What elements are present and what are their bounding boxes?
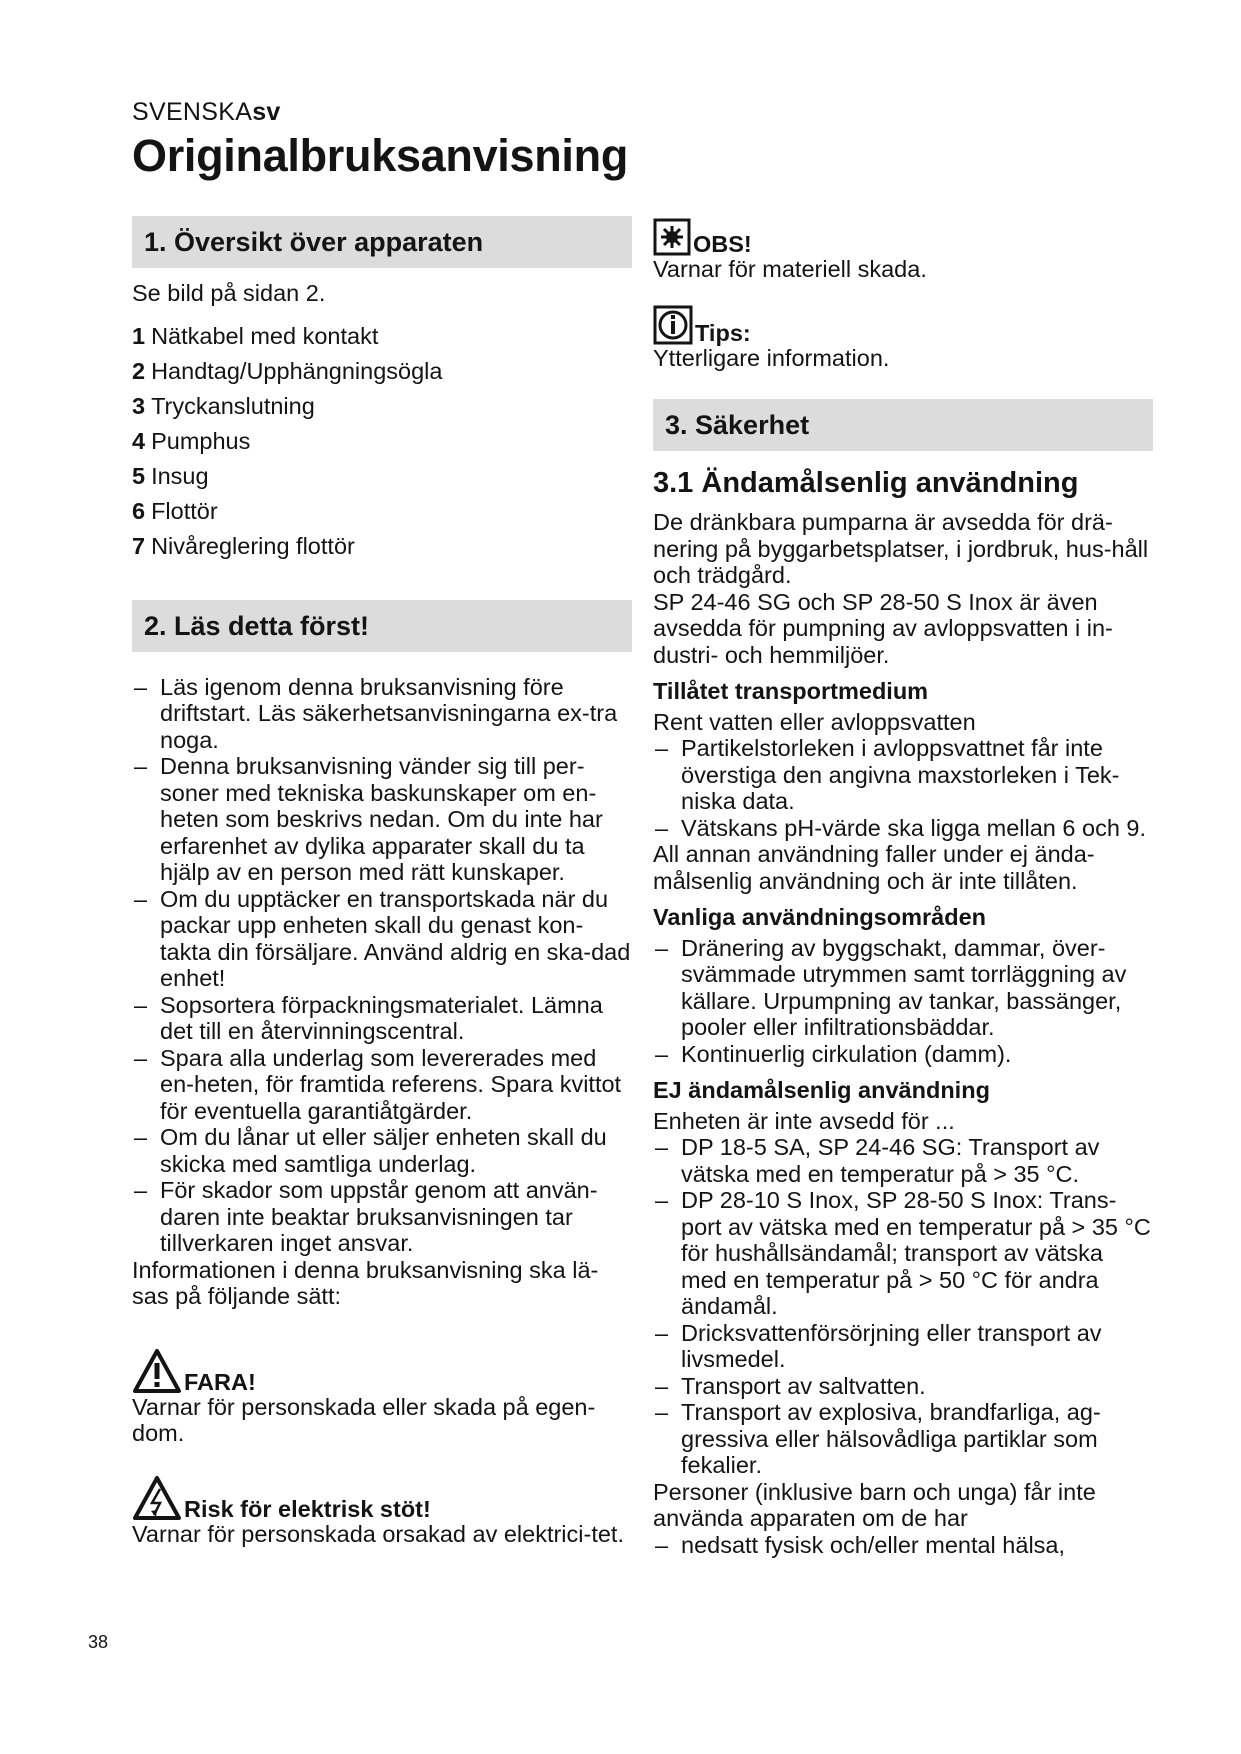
medium-intro: Rent vatten eller avloppsvatten — [653, 708, 976, 735]
list-item: 2 Handtag/Upphängningsögla — [132, 357, 443, 384]
section-2-outro: Informationen i denna bruksanvisning ska lä-sas på följande sätt: — [132, 1256, 599, 1309]
fara-text: Varnar för personskada eller skada på egen-dom. — [132, 1393, 596, 1446]
list-item: 4 Pumphus — [132, 427, 251, 454]
list-item: – Om du upptäcker en transportskada när du packar upp enheten skall du genast kon-takta din försäljare. Använd aldrig en ska-dad enhet! — [132, 886, 632, 992]
medium-outro: All annan användning faller under ej ända-målsenlig användning och är inte tillåten. — [653, 841, 1095, 894]
tips-row — [653, 303, 1153, 345]
list-item: – För skador som uppstår genom att använ-daren inte beaktar bruksanvisningen tar tillverkaren inget ansvar. — [132, 1177, 632, 1257]
list-item: – Transport av explosiva, brandfarliga, ag-gressiva eller hälsovådliga partiklar som fekalier. — [653, 1399, 1153, 1479]
list-item: 6 Flottör — [132, 497, 218, 524]
not-intended-list — [653, 1134, 1153, 1479]
purpose-paragraph-2: SP 24-46 SG och SP 28-50 S Inox är även avsedda för pumpning av avloppsvatten i in-dustri- och hemmiljöer. — [653, 588, 1113, 668]
electric-shock-warning-icon — [132, 1475, 182, 1521]
page-title: Originalbruksanvisning — [132, 130, 629, 181]
areas-heading: Vanliga användningsområden — [653, 904, 986, 930]
list-item: – Transport av saltvatten. — [653, 1373, 1153, 1400]
list-item: 7 Nivåreglering flottör — [132, 532, 355, 559]
list-item: – Dricksvattenförsörjning eller transport av livsmedel. — [653, 1320, 1153, 1373]
right-column — [653, 216, 1153, 1558]
language-label: SVENSKAsv — [132, 98, 281, 126]
persons-text: Personer (inklusive barn och unga) får inte använda apparaten om de har — [653, 1478, 1096, 1531]
read-first-list — [132, 674, 632, 1257]
section-3-heading: 3. Säkerhet — [653, 399, 1153, 451]
purpose-paragraph: De dränkbara pumparna är avsedda för drä-nering på byggarbetsplatser, i jordbruk, hus-håll och trädgård. — [653, 509, 1149, 588]
fara-label: FARA! — [184, 1368, 256, 1395]
electric-risk-text: Varnar för personskada orsakad av elektrici-tet. — [132, 1520, 624, 1547]
not-intended-heading: EJ ändamålsenlig användning — [653, 1077, 990, 1103]
list-item: – Dränering av byggschakt, dammar, över-svämmade utrymmen samt torrläggning av källare. Urpumpning av tankar, bassänger, pooler eller infiltrationsbäddar. — [653, 935, 1153, 1041]
list-item: – nedsatt fysisk och/eller mental hälsa, — [653, 1532, 1153, 1559]
areas-list — [653, 935, 1153, 1068]
page-number: 38 — [88, 1632, 109, 1652]
section-2-heading: 2. Läs detta först! — [132, 600, 632, 652]
list-item: 5 Insug — [132, 462, 209, 489]
obs-label: OBS! — [693, 231, 752, 257]
tips-text: Ytterligare information. — [653, 344, 890, 371]
list-item: 1 Nätkabel med kontakt — [132, 322, 379, 349]
electric-risk-row — [132, 1477, 632, 1521]
section-1-intro: Se bild på sidan 2. — [132, 280, 326, 306]
list-item: – Kontinuerlig cirkulation (damm). — [653, 1041, 1153, 1068]
list-item: – Läs igenom denna bruksanvisning före driftstart. Läs säkerhetsanvisningarna ex-tra noga. — [132, 674, 632, 754]
list-item: – Sopsortera förpackningsmaterialet. Lämna det till en återvinningscentral. — [132, 992, 632, 1045]
electric-risk-label: Risk för elektrisk stöt! — [184, 1495, 431, 1522]
left-column — [132, 216, 632, 1547]
list-item: – Om du lånar ut eller säljer enheten skall du skicka med samtliga underlag. — [132, 1124, 632, 1177]
medium-heading: Tillåtet transportmedium — [653, 678, 929, 704]
list-item: 3 Tryckanslutning — [132, 392, 315, 419]
obs-text: Varnar för materiell skada. — [653, 256, 927, 282]
info-icon — [653, 305, 693, 345]
medium-list — [653, 735, 1153, 841]
section-1-heading: 1. Översikt över apparaten — [132, 216, 632, 268]
obs-row — [653, 216, 1153, 256]
fara-row — [132, 1350, 632, 1394]
list-item: – DP 18-5 SA, SP 24-46 SG: Transport av vätska med en temperatur på > 35 °C. — [653, 1134, 1153, 1187]
list-item: – Denna bruksanvisning vänder sig till per-soner med tekniska baskunskaper om en-heten som beskrivs nedan. Om du inte har erfarenhet av dylika apparater skall du ta hjälp av en person med rätt kunskaper. — [132, 753, 632, 886]
list-item: – Spara alla underlag som levererades med en-heten, för framtida referens. Spara kvittot för eventuella garantiåtgärder. — [132, 1045, 632, 1125]
parts-list — [132, 319, 632, 564]
caution-gear-icon — [653, 218, 691, 256]
section-3-1-heading: 3.1 Ändamålsenlig användning — [653, 467, 1079, 499]
warning-triangle-icon — [132, 1348, 182, 1394]
tips-label: Tips: — [695, 319, 751, 346]
not-intended-intro: Enheten är inte avsedd för ... — [653, 1107, 955, 1134]
list-item: – Vätskans pH-värde ska ligga mellan 6 och 9. — [653, 815, 1153, 842]
list-item: – Partikelstorleken i avloppsvattnet får inte överstiga den angivna maxstorleken i Tek-niska data. — [653, 735, 1153, 815]
persons-list — [653, 1532, 1153, 1559]
list-item: – DP 28-10 S Inox, SP 28-50 S Inox: Trans-port av vätska med en temperatur på > 35 °C för hushållsändamål; transport av vätska med en temperatur på > 50 °C för andra ändamål. — [653, 1187, 1153, 1320]
